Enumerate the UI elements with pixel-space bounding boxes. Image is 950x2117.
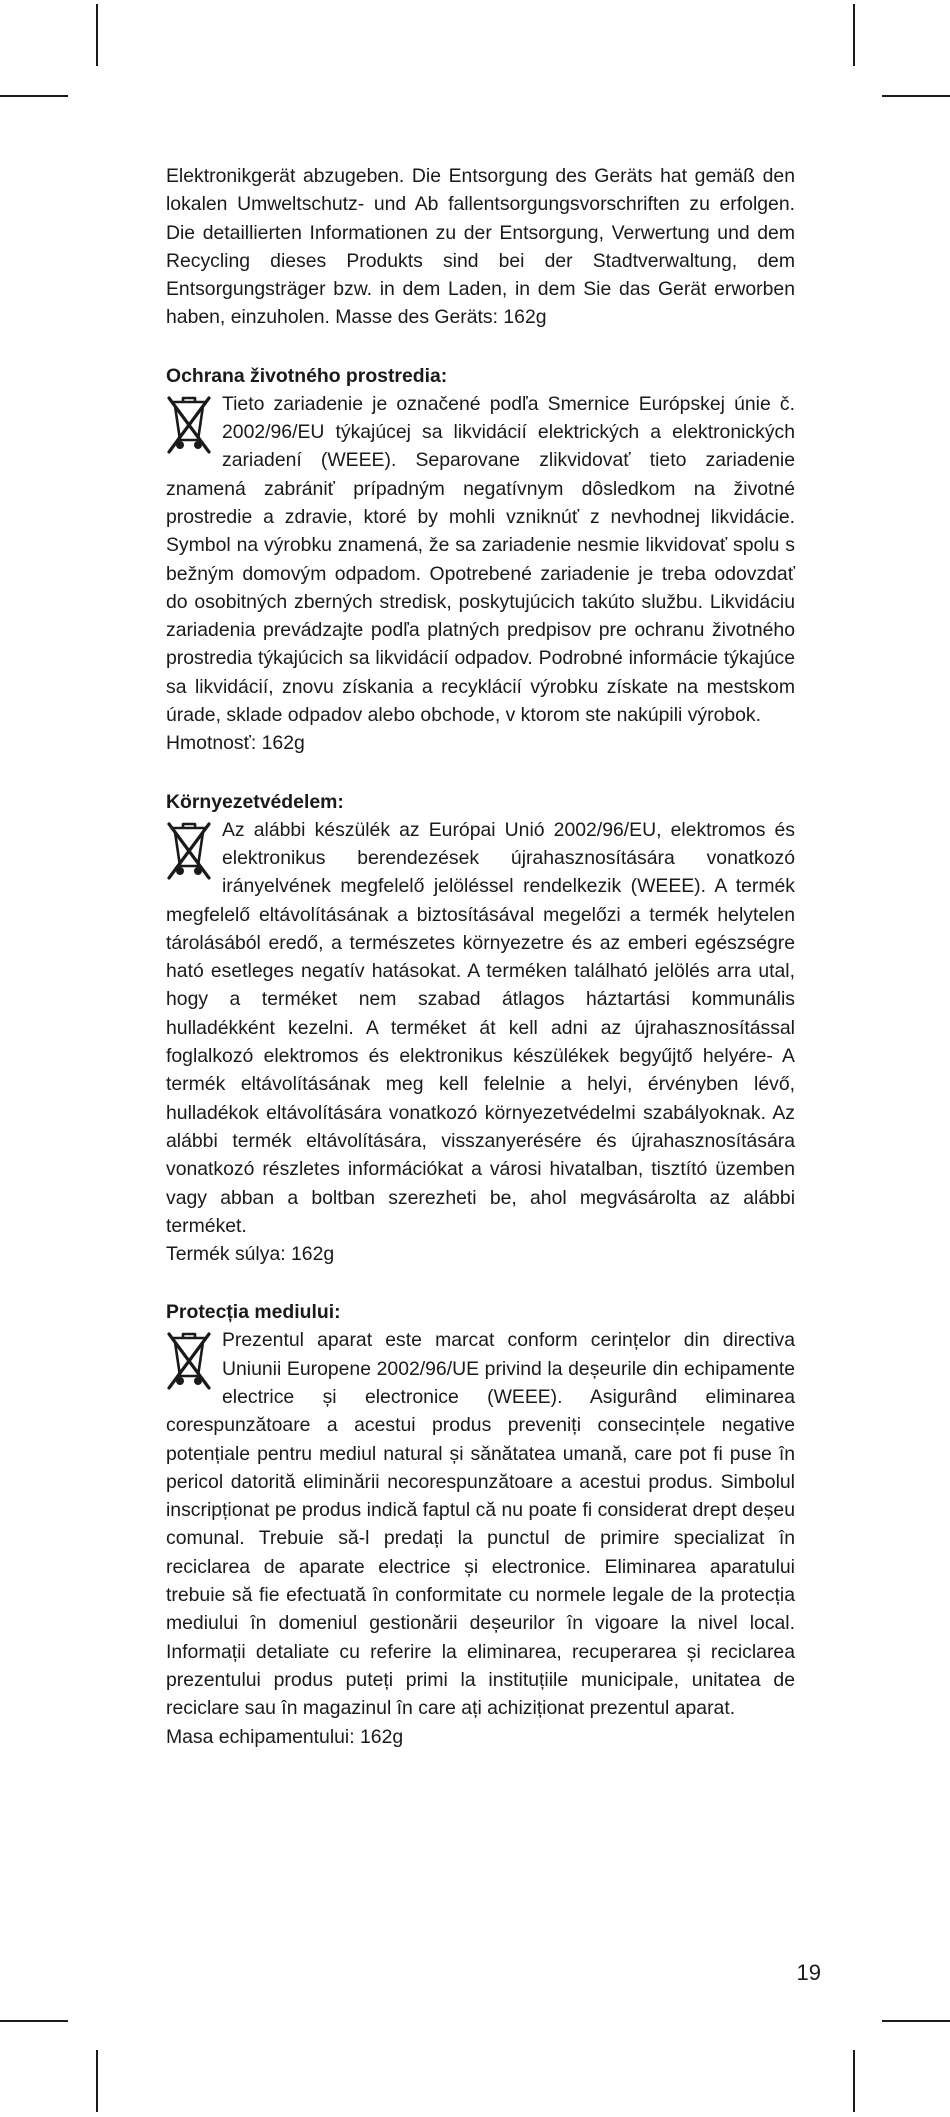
- crop-mark-bottom-right-vertical: [853, 2050, 855, 2112]
- section-heading: Környezetvédelem:: [166, 790, 344, 813]
- device-mass: Termék súlya: 162g: [166, 1243, 335, 1266]
- device-mass: Masa echipamentului: 162g: [166, 1725, 404, 1748]
- crop-mark-top-left-horizontal: [0, 95, 68, 97]
- section-body: Prezentul aparat este marcat conform cerințelor din directiva Uniunii Europene 2002/96/UE privind la deșeurile din echipamente electrice și electronice (WEEE). Asigurând eliminarea corespunzătoare a acestui produs preveniți consecințele negative potențiale pentru mediul natural și sănătatea umană, care pot fi puse în pericol datorită eliminării necorespunzătoare a acestui produs. Simbolul inscripționat pe produs indică faptul că nu poate fi considerat drept deșeu comunal. Trebuie să-l predați la punctul de primire specializat în reciclarea de aparate electrice și electronice. Eliminarea aparatului trebuie să fie efectuată în conformitate cu normele legale de la protecția mediului în domeniul gestionării deșeurilor în vigoare la nivel local. Informații detaliate cu referire la eliminarea, recuperarea și reciclarea prezentului produs puteți primi la instituțiile municipale, unitatea de reciclare sau în magazinul în care ați achiziționat prezentul aparat.: [166, 1329, 795, 1720]
- crossed-out-wheelie-bin-icon: [166, 394, 212, 458]
- page-content: [166, 162, 795, 1751]
- crop-mark-bottom-left-horizontal: [0, 2020, 68, 2022]
- section-hungarian: [166, 788, 795, 1269]
- crop-mark-top-right-horizontal: [882, 95, 950, 97]
- section-romanian: [166, 1298, 795, 1750]
- crossed-out-wheelie-bin-icon: [166, 1330, 212, 1394]
- crop-mark-top-right-vertical: [853, 4, 855, 66]
- section-heading: Ochrana životného prostredia:: [166, 364, 448, 387]
- intro-paragraph: Elektronikgerät abzugeben. Die Entsorgung des Geräts hat gemäß den lokalen Umweltschutz- und Ab fallentsorgungsvorschriften zu erfolgen. Die detaillierten Informationen zu der Entsorgung, Verwertung und dem Recycling dieses Produkts sind bei der Stadtverwaltung, dem Entsorgungsträger bzw. in dem Laden, in dem Sie das Gerät erworben haben, einzuholen. Masse des Geräts: 162g: [166, 165, 795, 329]
- device-mass: Hmotnosť: 162g: [166, 732, 305, 755]
- section-slovak: [166, 362, 795, 758]
- section-body: Az alábbi készülék az Európai Unió 2002/96/EU, elektromos és elektronikus berendezések újrahasznosítására vonatkozó irányelvének megfelelő jelöléssel rendelkezik (WEEE). A termék megfelelő eltávolításának a biztosításával megelőzi a termék helytelen tárolásából eredő, a természetes környezetre és az emberi egészségre ható esetleges negatív hatásokat. A terméken található jelölés arra utal, hogy a terméket nem szabad átlagos háztartási kommunális hulladékként kezelni. A terméket át kell adni az újrahasznosítással foglalkozó elektromos és elektronikus készülékek begyűjtő helyére- A termék eltávolításának meg kell felelnie a helyi, érvényben lévő, hulladékok eltávolítására vonatkozó környezetvédelmi szabályoknak. Az alábbi termék eltávolítására, visszanyerésére és újrahasznosítására vonatkozó részletes információkat a városi hivatalban, tisztító üzemben vagy abban a boltban szerezheti be, ahol megvásárolta az alábbi terméket.: [166, 818, 795, 1237]
- crossed-out-wheelie-bin-icon: [166, 820, 212, 884]
- section-heading: Protecția mediului:: [166, 1301, 341, 1324]
- crop-mark-bottom-left-vertical: [96, 2050, 98, 2112]
- section-body: Tieto zariadenie je označené podľa Smernice Európskej únie č. 2002/96/EU týkajúcej sa likvidácií elektrických a elektronických zariadení (WEEE). Separovane zlikvidovať tieto zariadenie znamená zabrániť prípadným negatívnym dôsledkom na životné prostredie a zdravie, ktoré by mohli vzniknúť z nevhodnej likvidácie. Symbol na výrobku znamená, že sa zariadenie nesmie likvidovať spolu s bežným domovým odpadom. Opotrebené zariadenie je treba odovzdať do osobitných zberných stredisk, poskytujúcich takúto službu. Likvidáciu zariadenia prevádzajte podľa platných predpisov pre ochranu životného prostredia týkajúcich sa likvidácií odpadov. Podrobné informácie týkajúce sa likvidácií, znovu získania a recyklácií výrobku získate na mestskom úrade, sklade odpadov alebo obchode, v ktorom ste nakúpili výrobok.: [166, 392, 795, 727]
- crop-mark-bottom-right-horizontal: [882, 2020, 950, 2022]
- crop-mark-top-left-vertical: [96, 4, 98, 66]
- page-number: 19: [796, 1960, 821, 1985]
